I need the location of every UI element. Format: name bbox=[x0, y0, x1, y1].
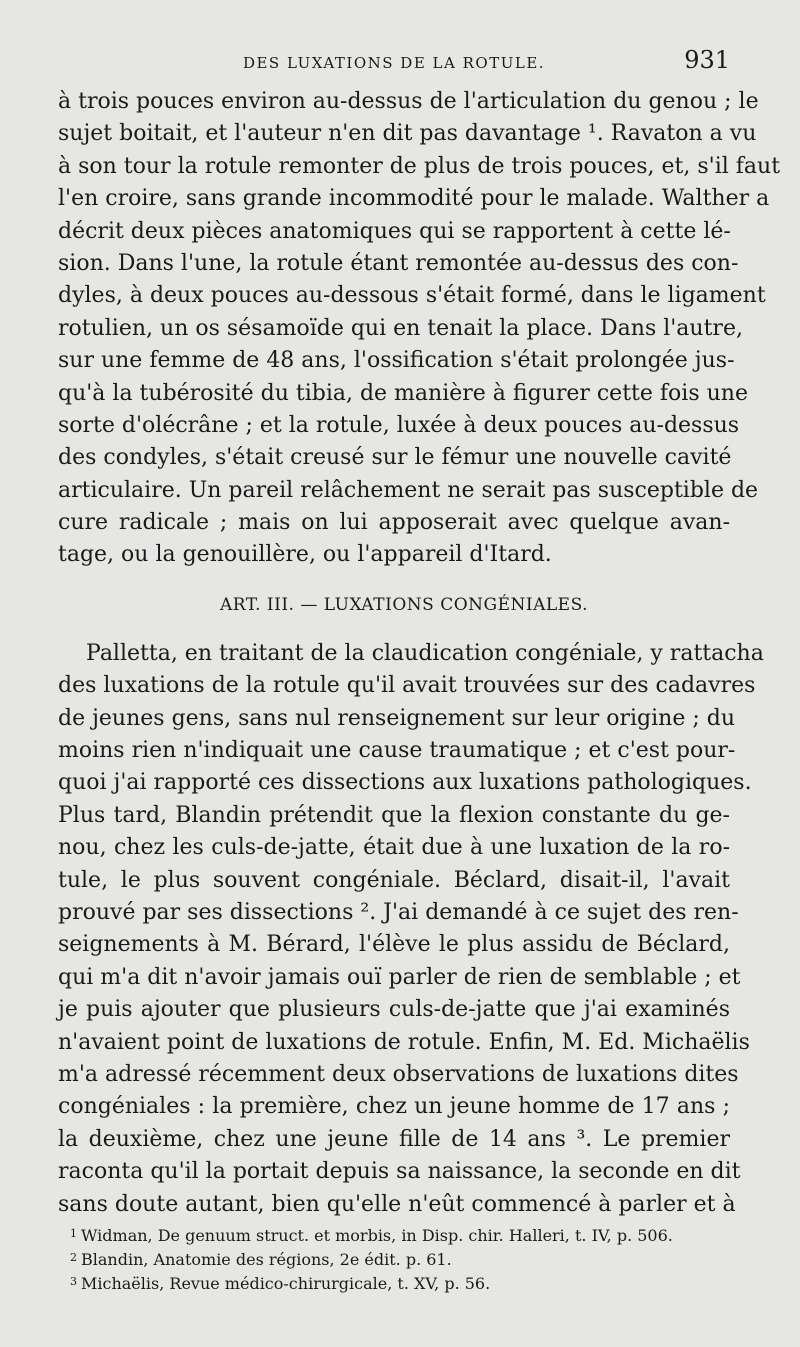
text-line: décrit deux pièces anatomiques qui se rapportent à cette lé- bbox=[58, 218, 731, 244]
text-line: m'a adressé récemment deux observations de luxations dites bbox=[58, 1061, 739, 1087]
footnote-mark: 2 bbox=[70, 1251, 77, 1264]
footnote-mark: 1 bbox=[70, 1227, 77, 1240]
text-line: qu'à la tubérosité du tibia, de manière à figurer cette fois une bbox=[58, 380, 748, 406]
text-line: raconta qu'il la portait depuis sa naissance, la seconde en dit bbox=[58, 1159, 741, 1185]
text-line: prouvé par ses dissections ². J'ai demandé à ce sujet des ren- bbox=[58, 899, 739, 925]
text-line: sion. Dans l'une, la rotule étant remontée au-dessus des con- bbox=[58, 250, 739, 276]
text-line: à son tour la rotule remonter de plus de trois pouces, et, s'il faut bbox=[58, 153, 781, 179]
footnote bbox=[70, 1246, 730, 1270]
text-line: quoi j'ai rapporté ces dissections aux luxations pathologiques. bbox=[58, 770, 752, 796]
footnote-mark: 3 bbox=[70, 1275, 77, 1288]
text-line: dyles, à deux pouces au-dessous s'était formé, dans le ligament bbox=[58, 283, 766, 309]
text-line: sorte d'olécrâne ; et la rotule, luxée à deux pouces au-dessus bbox=[58, 412, 740, 438]
text-line: articulaire. Un pareil relâchement ne serait pas susceptible de bbox=[58, 477, 759, 503]
footnote bbox=[70, 1270, 730, 1294]
text-line: seignements à M. Bérard, l'élève le plus assidu de Béclard, bbox=[58, 932, 730, 958]
footnote bbox=[70, 1222, 730, 1246]
footnotes bbox=[70, 1222, 730, 1294]
text-line: qui m'a dit n'avoir jamais ouï parler de rien de semblable ; et bbox=[58, 964, 741, 990]
text-line: je puis ajouter que plusieurs culs-de-jatte que j'ai examinés bbox=[58, 997, 730, 1023]
text-line: moins rien n'indiquait une cause traumatique ; et c'est pour- bbox=[58, 738, 736, 764]
text-line: la deuxième, chez une jeune fille de 14 ans ³. Le premier bbox=[58, 1126, 730, 1152]
text-line: de jeunes gens, sans nul renseignement sur leur origine ; du bbox=[58, 705, 736, 731]
body-text bbox=[58, 86, 781, 1221]
page-header bbox=[58, 46, 730, 74]
text-line: nou, chez les culs-de-jatte, était due à une luxation de la ro- bbox=[58, 835, 730, 861]
footnote-text: Widman, De genuum struct. et morbis, in Disp. chir. Halleri, t. IV, p. 506. bbox=[81, 1226, 673, 1245]
running-head: DES LUXATIONS DE LA ROTULE. bbox=[242, 54, 546, 72]
text-line: Plus tard, Blandin prétendit que la flexion constante du ge- bbox=[58, 802, 730, 828]
text-line: tule, le plus souvent congéniale. Béclard, disait-il, l'avait bbox=[58, 867, 730, 893]
text-line: rotulien, un os sésamoïde qui en tenait la place. Dans l'autre, bbox=[58, 315, 743, 341]
text-line: sujet boitait, et l'auteur n'en dit pas davantage ¹. Ravaton a vu bbox=[58, 121, 757, 147]
footnote-text: Blandin, Anatomie des régions, 2e édit. p. 61. bbox=[81, 1250, 452, 1269]
text-line: des luxations de la rotule qu'il avait trouvées sur des cadavres bbox=[58, 673, 756, 699]
text-line: sans doute autant, bien qu'elle n'eût commencé à parler et à bbox=[58, 1191, 736, 1217]
text-line: cure radicale ; mais on lui apposerait avec quelque avan- bbox=[58, 510, 730, 536]
footnote-text: Michaëlis, Revue médico-chirurgicale, t. XV, p. 56. bbox=[81, 1274, 491, 1293]
text-line: congéniales : la première, chez un jeune homme de 17 ans ; bbox=[58, 1094, 730, 1120]
text-line: tage, ou la genouillère, ou l'appareil d'Itard. bbox=[58, 542, 552, 568]
text-line: Palletta, en traitant de la claudication congéniale, y rattacha bbox=[86, 640, 764, 666]
text-line: à trois pouces environ au-dessus de l'articulation du genou ; le bbox=[58, 89, 759, 114]
text-line: n'avaient point de luxations de rotule. Enfin, M. Ed. Michaëlis bbox=[58, 1029, 750, 1055]
section-heading: ART. III. — LUXATIONS CONGÉNIALES. bbox=[219, 594, 589, 615]
page-number: 931 bbox=[684, 46, 730, 74]
text-line: l'en croire, sans grande incommodité pour le malade. Walther a bbox=[58, 186, 770, 212]
text-line: sur une femme de 48 ans, l'ossification s'était prolongée jus- bbox=[58, 348, 735, 374]
text-line: des condyles, s'était creusé sur le fémur une nouvelle cavité bbox=[58, 445, 732, 471]
